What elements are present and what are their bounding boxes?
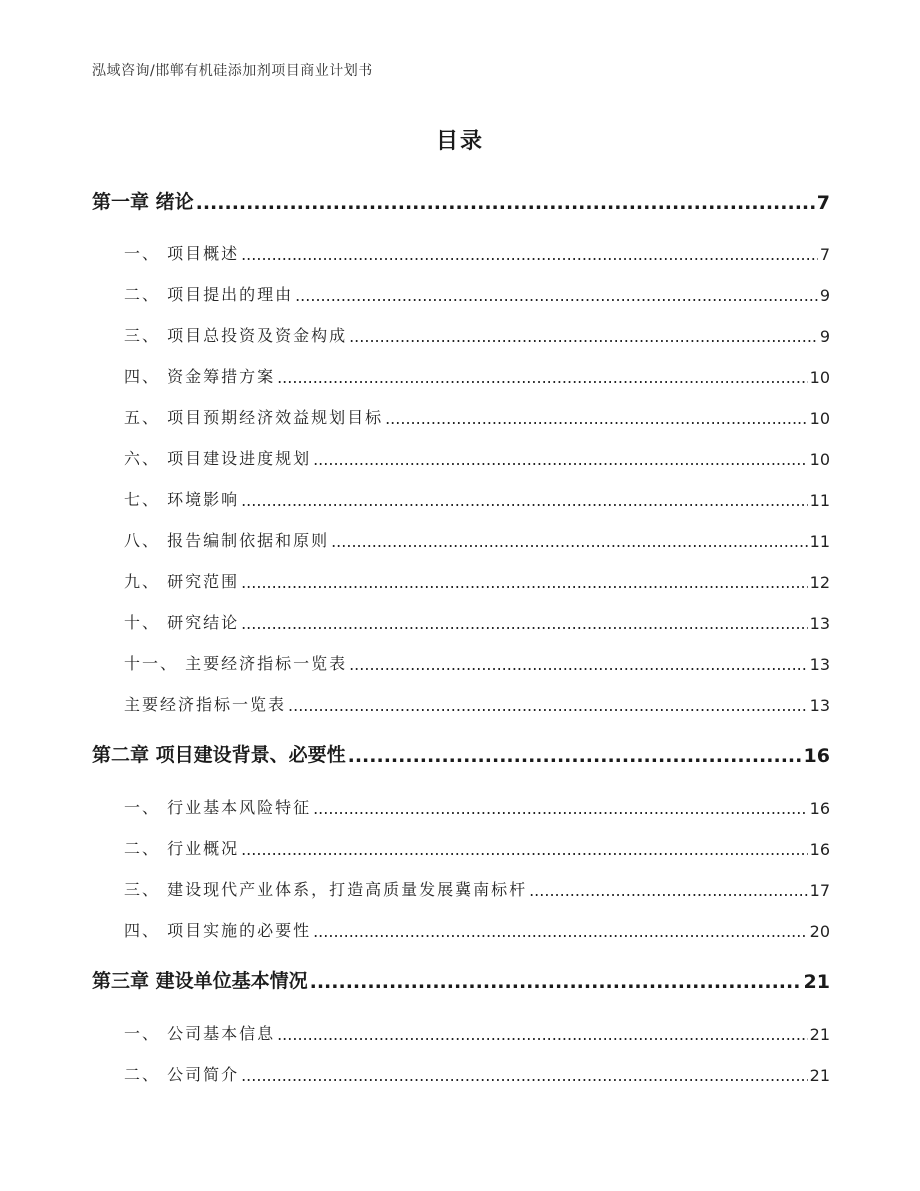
toc-leader-dots [313,453,808,469]
toc-section[interactable] [124,404,830,428]
toc-entry-label: 一、 行业基本风险特征 [124,798,312,817]
toc-section[interactable] [124,322,830,346]
toc-page-number: 11 [809,491,830,510]
toc-entry-label: 四、 项目实施的必要性 [124,921,312,940]
toc-page-number: 20 [809,922,830,941]
toc-page-number: 12 [809,573,830,592]
header-divider [92,86,828,87]
toc-leader-dots [385,412,808,428]
toc-section[interactable] [124,691,830,715]
toc-leader-dots [349,658,808,674]
toc-section[interactable] [124,486,830,510]
toc-chapter-3[interactable] [92,965,830,993]
toc-section[interactable] [124,917,830,941]
toc-page-number: 13 [809,696,830,715]
toc-leader-dots [241,1069,808,1085]
toc-page-number: 13 [809,614,830,633]
toc-section[interactable] [124,445,830,469]
toc-entry-label: 一、 公司基本信息 [124,1024,276,1043]
toc-entry-label: 二、 行业概况 [124,839,240,858]
toc-entry-label: 三、 项目总投资及资金构成 [124,326,348,345]
toc-leader-dots [288,699,808,715]
toc-page-number: 10 [809,450,830,469]
toc-leader-dots [241,617,808,633]
toc-leader-dots [310,974,802,993]
toc-page-number: 7 [816,192,830,214]
toc-entry-label: 十一、 主要经济指标一览表 [124,654,348,673]
toc-leader-dots [331,535,808,551]
toc-chapter-1[interactable] [92,186,830,214]
toc-section[interactable] [124,568,830,592]
toc-section[interactable] [124,609,830,633]
toc-page-number: 13 [809,655,830,674]
toc-page-number: 16 [803,745,830,767]
toc-entry-label: 七、 环境影响 [124,490,240,509]
toc-section[interactable] [124,527,830,551]
toc-page-number: 21 [809,1025,830,1044]
toc-leader-dots [277,371,808,387]
toc-entry-label: 第二章 项目建设背景、必要性 [92,744,346,766]
toc-page-number: 10 [809,368,830,387]
page-title: 目录 [435,129,484,154]
toc-leader-dots [241,494,808,510]
toc-page-number: 11 [809,532,830,551]
toc-entry-label: 六、 项目建设进度规划 [124,449,312,468]
toc-leader-dots [529,884,808,900]
toc-entry-label: 十、 研究结论 [124,613,240,632]
toc-section[interactable] [124,835,830,859]
toc-entry-label: 四、 资金筹措方案 [124,367,276,386]
toc-page-number: 9 [819,327,830,346]
toc-leader-dots [348,748,802,767]
toc-entry-label: 二、 公司简介 [124,1065,240,1084]
toc-page-number: 10 [809,409,830,428]
toc-entry-label: 主要经济指标一览表 [124,695,287,714]
toc-page-number: 7 [819,245,830,264]
toc-page-number: 17 [809,881,830,900]
toc-section[interactable] [124,794,830,818]
toc-chapter-2[interactable] [92,739,830,767]
toc-page-number: 21 [803,971,830,993]
toc-entry-label: 第一章 绪论 [92,191,194,213]
toc-page-number: 16 [809,799,830,818]
toc-leader-dots [241,576,808,592]
toc-entry-label: 二、 项目提出的理由 [124,285,294,304]
toc-leader-dots [277,1028,808,1044]
toc-leader-dots [313,925,808,941]
toc-entry-label: 九、 研究范围 [124,572,240,591]
running-header: 泓域咨询/邯郸有机硅添加剂项目商业计划书 [92,63,373,79]
toc-section[interactable] [124,240,830,264]
toc-leader-dots [313,802,808,818]
toc-page-number: 21 [809,1066,830,1085]
toc-entry-label: 五、 项目预期经济效益规划目标 [124,408,384,427]
toc-page-number: 9 [819,286,830,305]
toc-section[interactable] [124,650,830,674]
toc-leader-dots [349,330,818,346]
toc-entry-label: 三、 建设现代产业体系，打造高质量发展冀南标杆 [124,880,528,899]
toc-section[interactable] [124,1020,830,1044]
toc-section[interactable] [124,1061,830,1085]
toc-section[interactable] [124,876,830,900]
toc-section[interactable] [124,281,830,305]
toc-leader-dots [295,289,818,305]
toc-entry-label: 一、 项目概述 [124,244,240,263]
toc-page-number: 16 [809,840,830,859]
toc-entry-label: 第三章 建设单位基本情况 [92,970,308,992]
toc-section[interactable] [124,363,830,387]
toc-leader-dots [196,195,815,214]
toc-leader-dots [241,843,808,859]
toc-leader-dots [241,248,818,264]
toc-entry-label: 八、 报告编制依据和原则 [124,531,330,550]
